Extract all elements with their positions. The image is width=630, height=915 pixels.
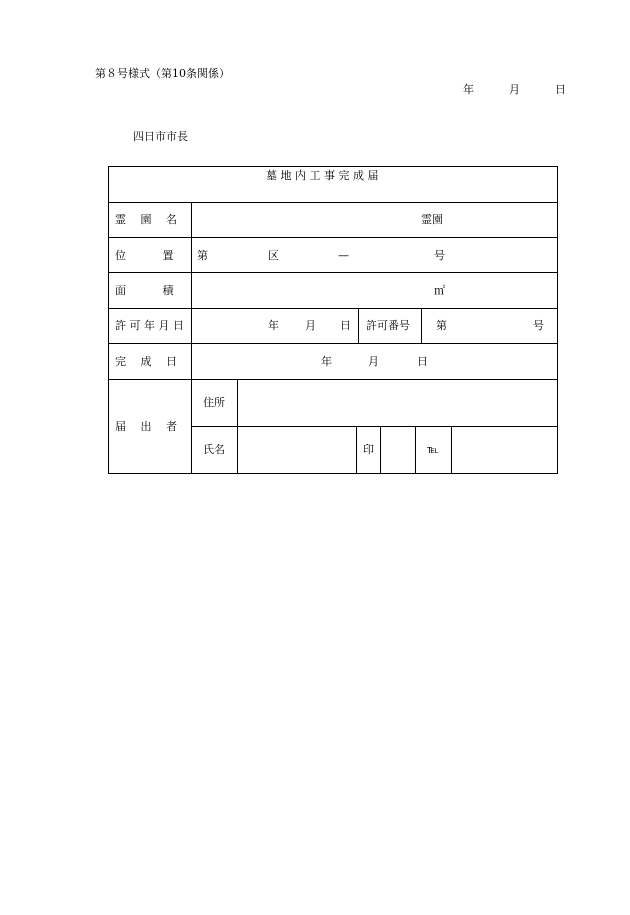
location-number: 号 xyxy=(434,249,445,262)
completion-day: 日 xyxy=(417,355,428,368)
cemetery-label: 霊 園 名 xyxy=(115,213,177,226)
completion-year: 年 xyxy=(321,355,332,368)
date-year: 年 xyxy=(463,83,474,96)
completion-month: 月 xyxy=(368,355,379,368)
seal-label: 印 xyxy=(363,443,374,456)
phone-field[interactable] xyxy=(453,428,555,471)
location-label: 位 置 xyxy=(115,249,174,262)
location-dash: — xyxy=(338,249,349,262)
date-month: 月 xyxy=(509,83,520,96)
area-field[interactable] xyxy=(193,274,429,305)
area-unit: ㎡ xyxy=(434,284,445,297)
cemetery-name-field[interactable] xyxy=(193,204,418,235)
permit-number-prefix: 第 xyxy=(436,319,447,332)
location-ward: 区 xyxy=(268,249,279,262)
name-field[interactable] xyxy=(239,428,354,471)
addressee: 四日市市長 xyxy=(133,130,188,143)
applicant-label: 届 出 者 xyxy=(115,420,177,433)
permit-date-label: 許 可 年 月 日 xyxy=(115,319,184,332)
cemetery-suffix: 霊園 xyxy=(421,213,443,226)
form-number: 第８号様式（第10条関係） xyxy=(95,67,230,80)
address-label: 住所 xyxy=(203,396,225,409)
permit-year: 年 xyxy=(268,319,279,332)
permit-month: 月 xyxy=(305,319,316,332)
permit-day: 日 xyxy=(340,319,351,332)
submission-date xyxy=(463,84,566,95)
permit-number-label: 許可番号 xyxy=(366,319,410,332)
location-prefix: 第 xyxy=(197,249,208,262)
phone-label: ℡ xyxy=(427,443,439,456)
area-label: 面 積 xyxy=(115,284,174,297)
name-label: 氏名 xyxy=(203,443,225,456)
form-title: 墓 地 内 工 事 完 成 届 xyxy=(266,169,379,182)
address-field[interactable] xyxy=(239,381,555,424)
completion-date-label: 完 成 日 xyxy=(115,355,177,368)
date-day: 日 xyxy=(555,83,566,96)
permit-number-suffix: 号 xyxy=(533,319,544,332)
